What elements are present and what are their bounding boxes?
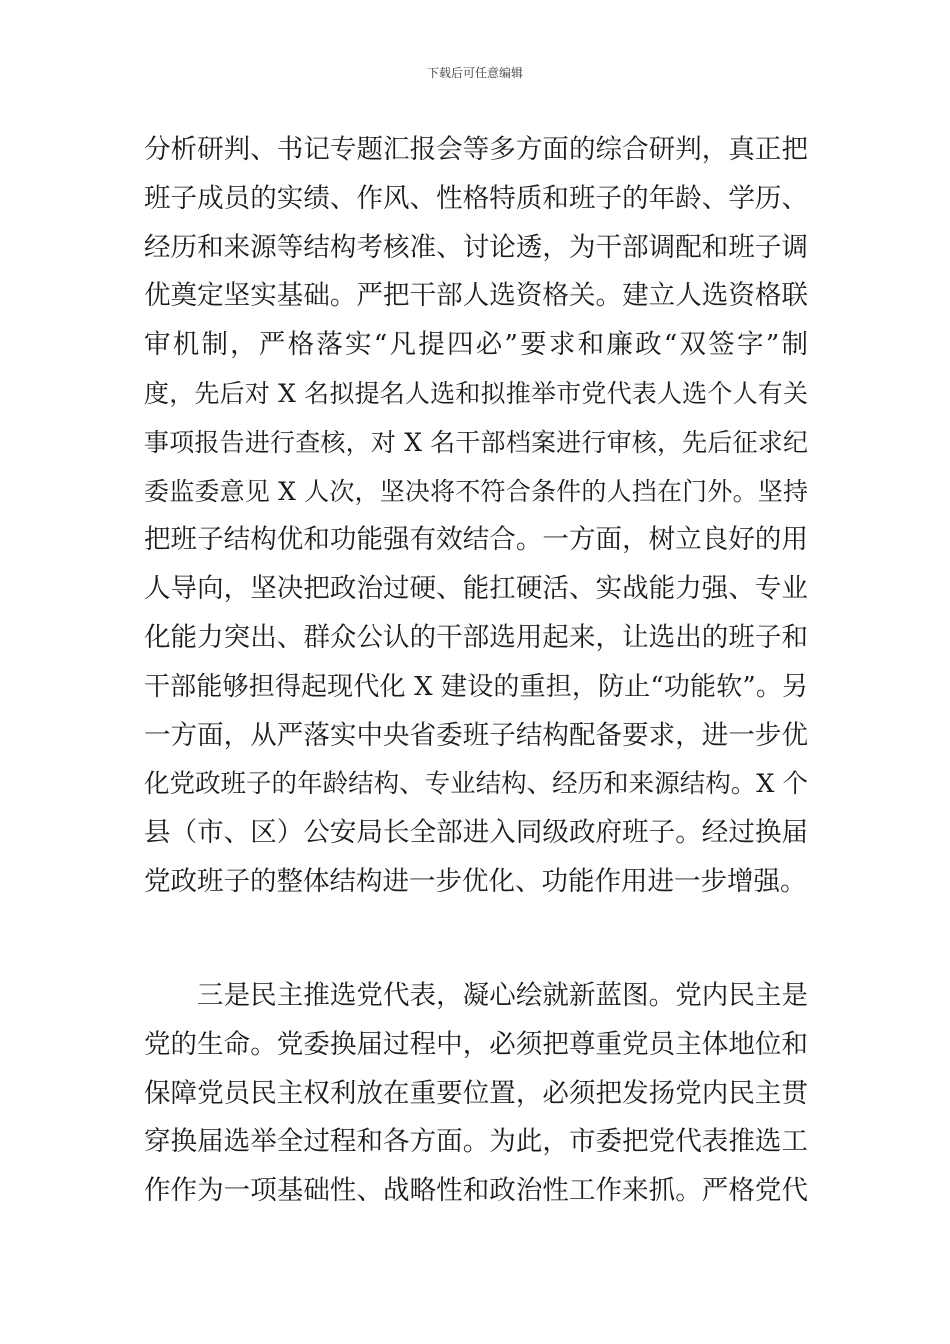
text-line: 事项报告进行查核，对 X 名干部档案进行审核，先后征求纪 <box>144 427 808 457</box>
text-line: 化党政班子的年龄结构、专业结构、经历和来源结构。X 个 <box>144 769 808 800</box>
text-line: 作作为一项基础性、战略性和政治性工作来抓。严格党代 <box>144 1175 808 1207</box>
text-line: 经历和来源等结构考核准、讨论透，为干部调配和班子调 <box>144 231 808 263</box>
paragraph-1 <box>144 126 808 907</box>
text-line: 班子成员的实绩、作风、性格特质和班子的年龄、学历、 <box>144 182 808 214</box>
text-line: 度，先后对 X 名拟提名人选和拟推举市党代表人选个人有关 <box>144 378 808 408</box>
text-line: 委监委意见 X 人次，坚决将不符合条件的人挡在门外。坚持 <box>144 476 808 506</box>
text-line: 人导向，坚决把政治过硬、能扛硬活、实战能力强、专业 <box>144 573 808 605</box>
text-line: 把班子结构优和功能强有效结合。一方面，树立良好的用 <box>144 524 808 556</box>
text-line: 县（市、区）公安局长全部进入同级政府班子。经过换届 <box>144 817 808 849</box>
text-line: 分析研判、书记专题汇报会等多方面的综合研判，真正把 <box>144 134 808 165</box>
text-line-last: 党政班子的整体结构进一步优化、功能作用进一步增强。 <box>144 865 807 897</box>
text-line: 党的生命。党委换届过程中，必须把尊重党员主体地位和 <box>144 1028 808 1060</box>
text-line: 保障党员民主权利放在重要位置，必须把发扬党内民主贯 <box>144 1077 808 1109</box>
page-header: 下载后可任意编辑 <box>426 66 523 80</box>
text-line: 化能力突出、群众公认的干部选用起来，让选出的班子和 <box>144 621 808 653</box>
text-line: 优奠定坚实基础。严把干部人选资格关。建立人选资格联 <box>144 280 808 312</box>
text-line: 审机制，严格落实“凡提四必”要求和廉政“双签字”制 <box>144 329 808 361</box>
text-line: 干部能够担得起现代化 X 建设的重担，防止“功能软”。另 <box>144 671 808 702</box>
text-line: 一方面，从严落实中央省委班子结构配备要求，进一步优 <box>144 719 808 751</box>
paragraph-2 <box>144 972 808 1216</box>
text-line-first: 三是民主推选党代表，凝心绘就新蓝图。党内民主是 <box>197 980 808 1011</box>
text-line: 穿换届选举全过程和各方面。为此，市委把党代表推选工 <box>144 1126 808 1158</box>
